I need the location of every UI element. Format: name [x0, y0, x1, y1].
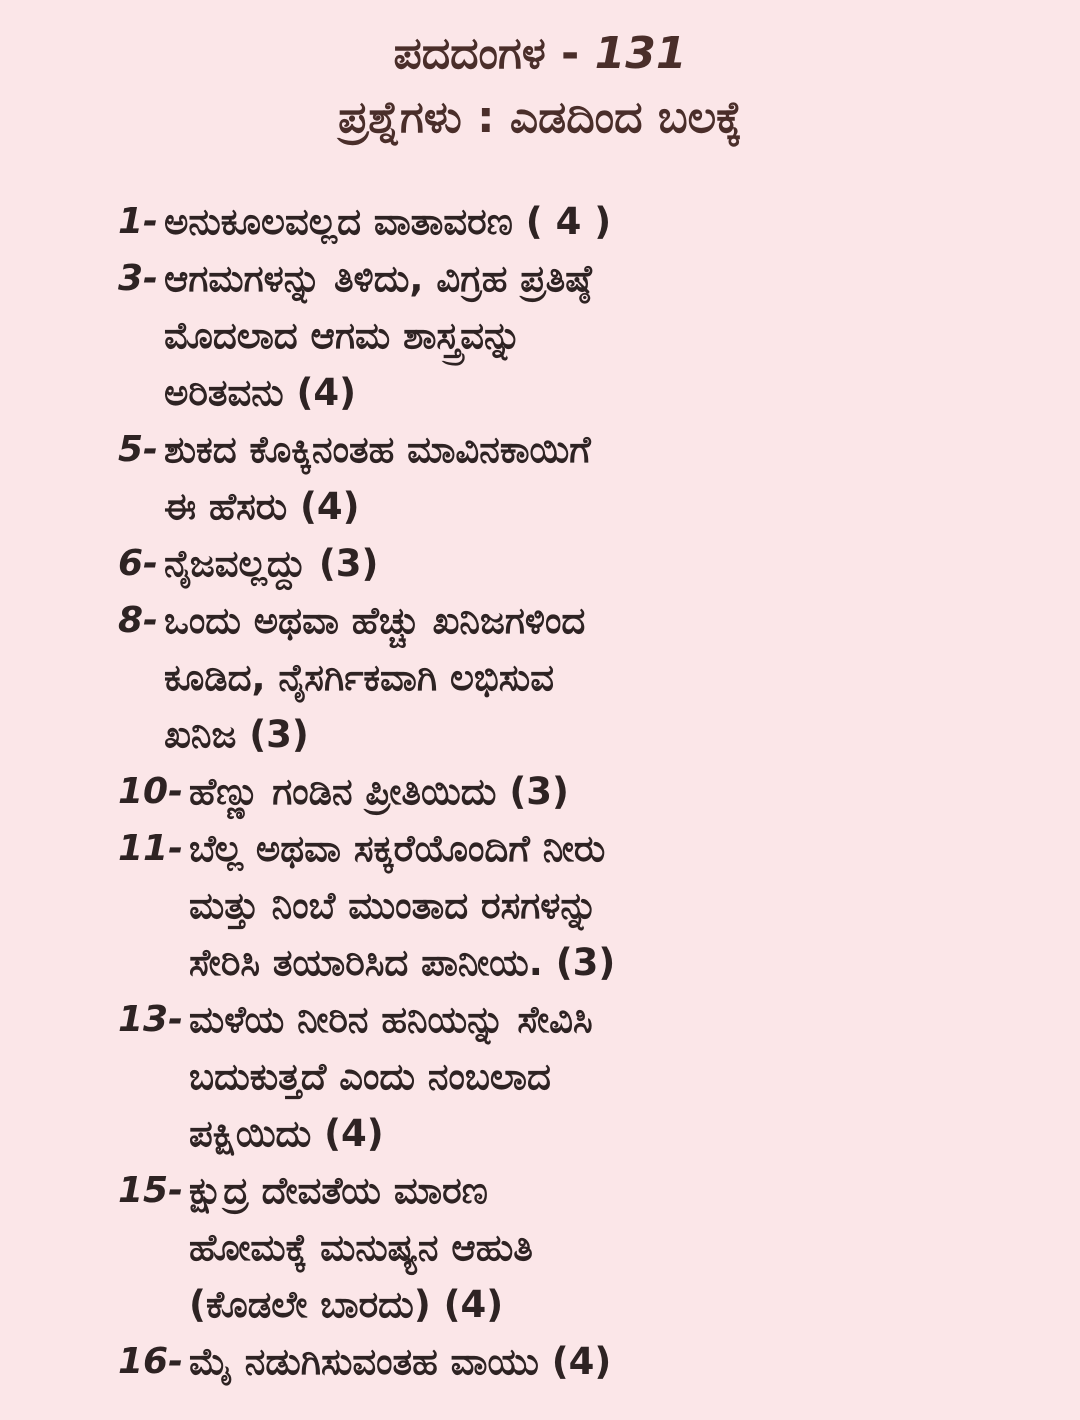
clue-line: ಆಗಮಗಳನ್ನು ತಿಳಿದು, ವಿಗ್ರಹ ಪ್ರತಿಷ್ಠೆ	[164, 257, 592, 300]
clue-item	[118, 193, 1068, 250]
clue-number: 6-	[118, 543, 158, 584]
clue-number: 5-	[118, 429, 158, 470]
clue-text	[164, 421, 1068, 535]
clue-line: ಮೊದಲಾದ ಆಗಮ ಶಾಸ್ತ್ರವನ್ನು	[164, 314, 522, 357]
clue-number: 1-	[118, 201, 158, 242]
clue-line: ಬೆಲ್ಲ ಅಥವಾ ಸಕ್ಕರೆಯೊಂದಿಗೆ ನೀರು	[189, 827, 606, 870]
clue-line: ಕ್ಷುದ್ರ ದೇವತೆಯ ಮಾರಣ	[189, 1169, 488, 1212]
clue-line: ಖನಿಜ (3)	[164, 713, 309, 756]
clue-line: (ಕೊಡಲೇ ಬಾರದು) (4)	[189, 1283, 504, 1326]
page-title	[0, 22, 1080, 86]
clue-text	[164, 592, 1068, 763]
page-subtitle: ಪ್ರಶ್ನೆಗಳು : ಎಡದಿಂದ ಬಲಕ್ಕೆ	[338, 92, 742, 143]
clue-item	[118, 1333, 1068, 1390]
clue-line: ಹೆಣ್ಣು ಗಂಡಿನ ಪ್ರೀತಿಯಿದು (3)	[189, 770, 569, 813]
clue-text	[189, 1333, 1068, 1390]
clue-text	[164, 535, 1068, 592]
clue-text	[164, 193, 1068, 250]
clue-item	[118, 820, 1068, 991]
clue-text	[164, 250, 1068, 421]
clue-item	[118, 592, 1068, 763]
clue-line: ನೈಜವಲ್ಲದ್ದು (3)	[164, 542, 379, 585]
puzzle-header	[0, 22, 1080, 150]
clue-number: 8-	[118, 600, 158, 641]
clue-item	[118, 535, 1068, 592]
clue-list	[118, 193, 1068, 1390]
clue-line: ಮಳೆಯ ನೀರಿನ ಹನಿಯನ್ನು ಸೇವಿಸಿ	[189, 998, 593, 1041]
clue-item	[118, 250, 1068, 421]
clue-number: 15-	[118, 1170, 184, 1211]
clue-item	[118, 421, 1068, 535]
clue-line: ಒಂದು ಅಥವಾ ಹೆಚ್ಚು ಖನಿಜಗಳಿಂದ	[164, 599, 586, 642]
clue-line: ಅರಿತವನು (4)	[164, 371, 357, 414]
clue-item	[118, 1162, 1068, 1333]
clue-line: ಪಕ್ಷಿಯಿದು (4)	[189, 1112, 384, 1155]
clue-line: ಮೈ ನಡುಗಿಸುವಂತಹ ವಾಯು (4)	[189, 1340, 612, 1383]
clue-line: ಕೂಡಿದ, ನೈಸರ್ಗಿಕವಾಗಿ ಲಭಿಸುವ	[164, 656, 554, 699]
clue-item	[118, 991, 1068, 1162]
clue-number: 3-	[118, 258, 158, 299]
clue-line: ಬದುಕುತ್ತದೆ ಎಂದು ನಂಬಲಾದ	[189, 1055, 551, 1098]
clue-number: 13-	[118, 999, 184, 1040]
clue-number: 10-	[118, 771, 184, 812]
clue-line: ಮತ್ತು ನಿಂಬೆ ಮುಂತಾದ ರಸಗಳನ್ನು	[189, 884, 598, 927]
clue-line: ಈ ಹೆಸರು (4)	[164, 485, 360, 528]
clue-text	[189, 1162, 1068, 1333]
clue-line: ಸೇರಿಸಿ ತಯಾರಿಸಿದ ಪಾನೀಯ. (3)	[189, 941, 616, 984]
clue-line: ಹೋಮಕ್ಕೆ ಮನುಷ್ಯನ ಆಹುತಿ	[189, 1226, 533, 1269]
clue-text	[189, 763, 1068, 820]
title-text: ಪದದಂಗಳ -	[393, 28, 580, 79]
clue-number: 16-	[118, 1341, 184, 1382]
clue-number: 11-	[118, 828, 184, 869]
clue-line: ಅನುಕೂಲವಲ್ಲದ ವಾತಾವರಣ ( 4 )	[164, 200, 612, 243]
clue-line: ಶುಕದ ಕೊಕ್ಕಿನಂತಹ ಮಾವಿನಕಾಯಿಗೆ	[164, 428, 591, 471]
clue-text	[189, 991, 1068, 1162]
clue-item	[118, 763, 1068, 820]
puzzle-number: 131	[594, 28, 687, 79]
clue-text	[189, 820, 1068, 991]
